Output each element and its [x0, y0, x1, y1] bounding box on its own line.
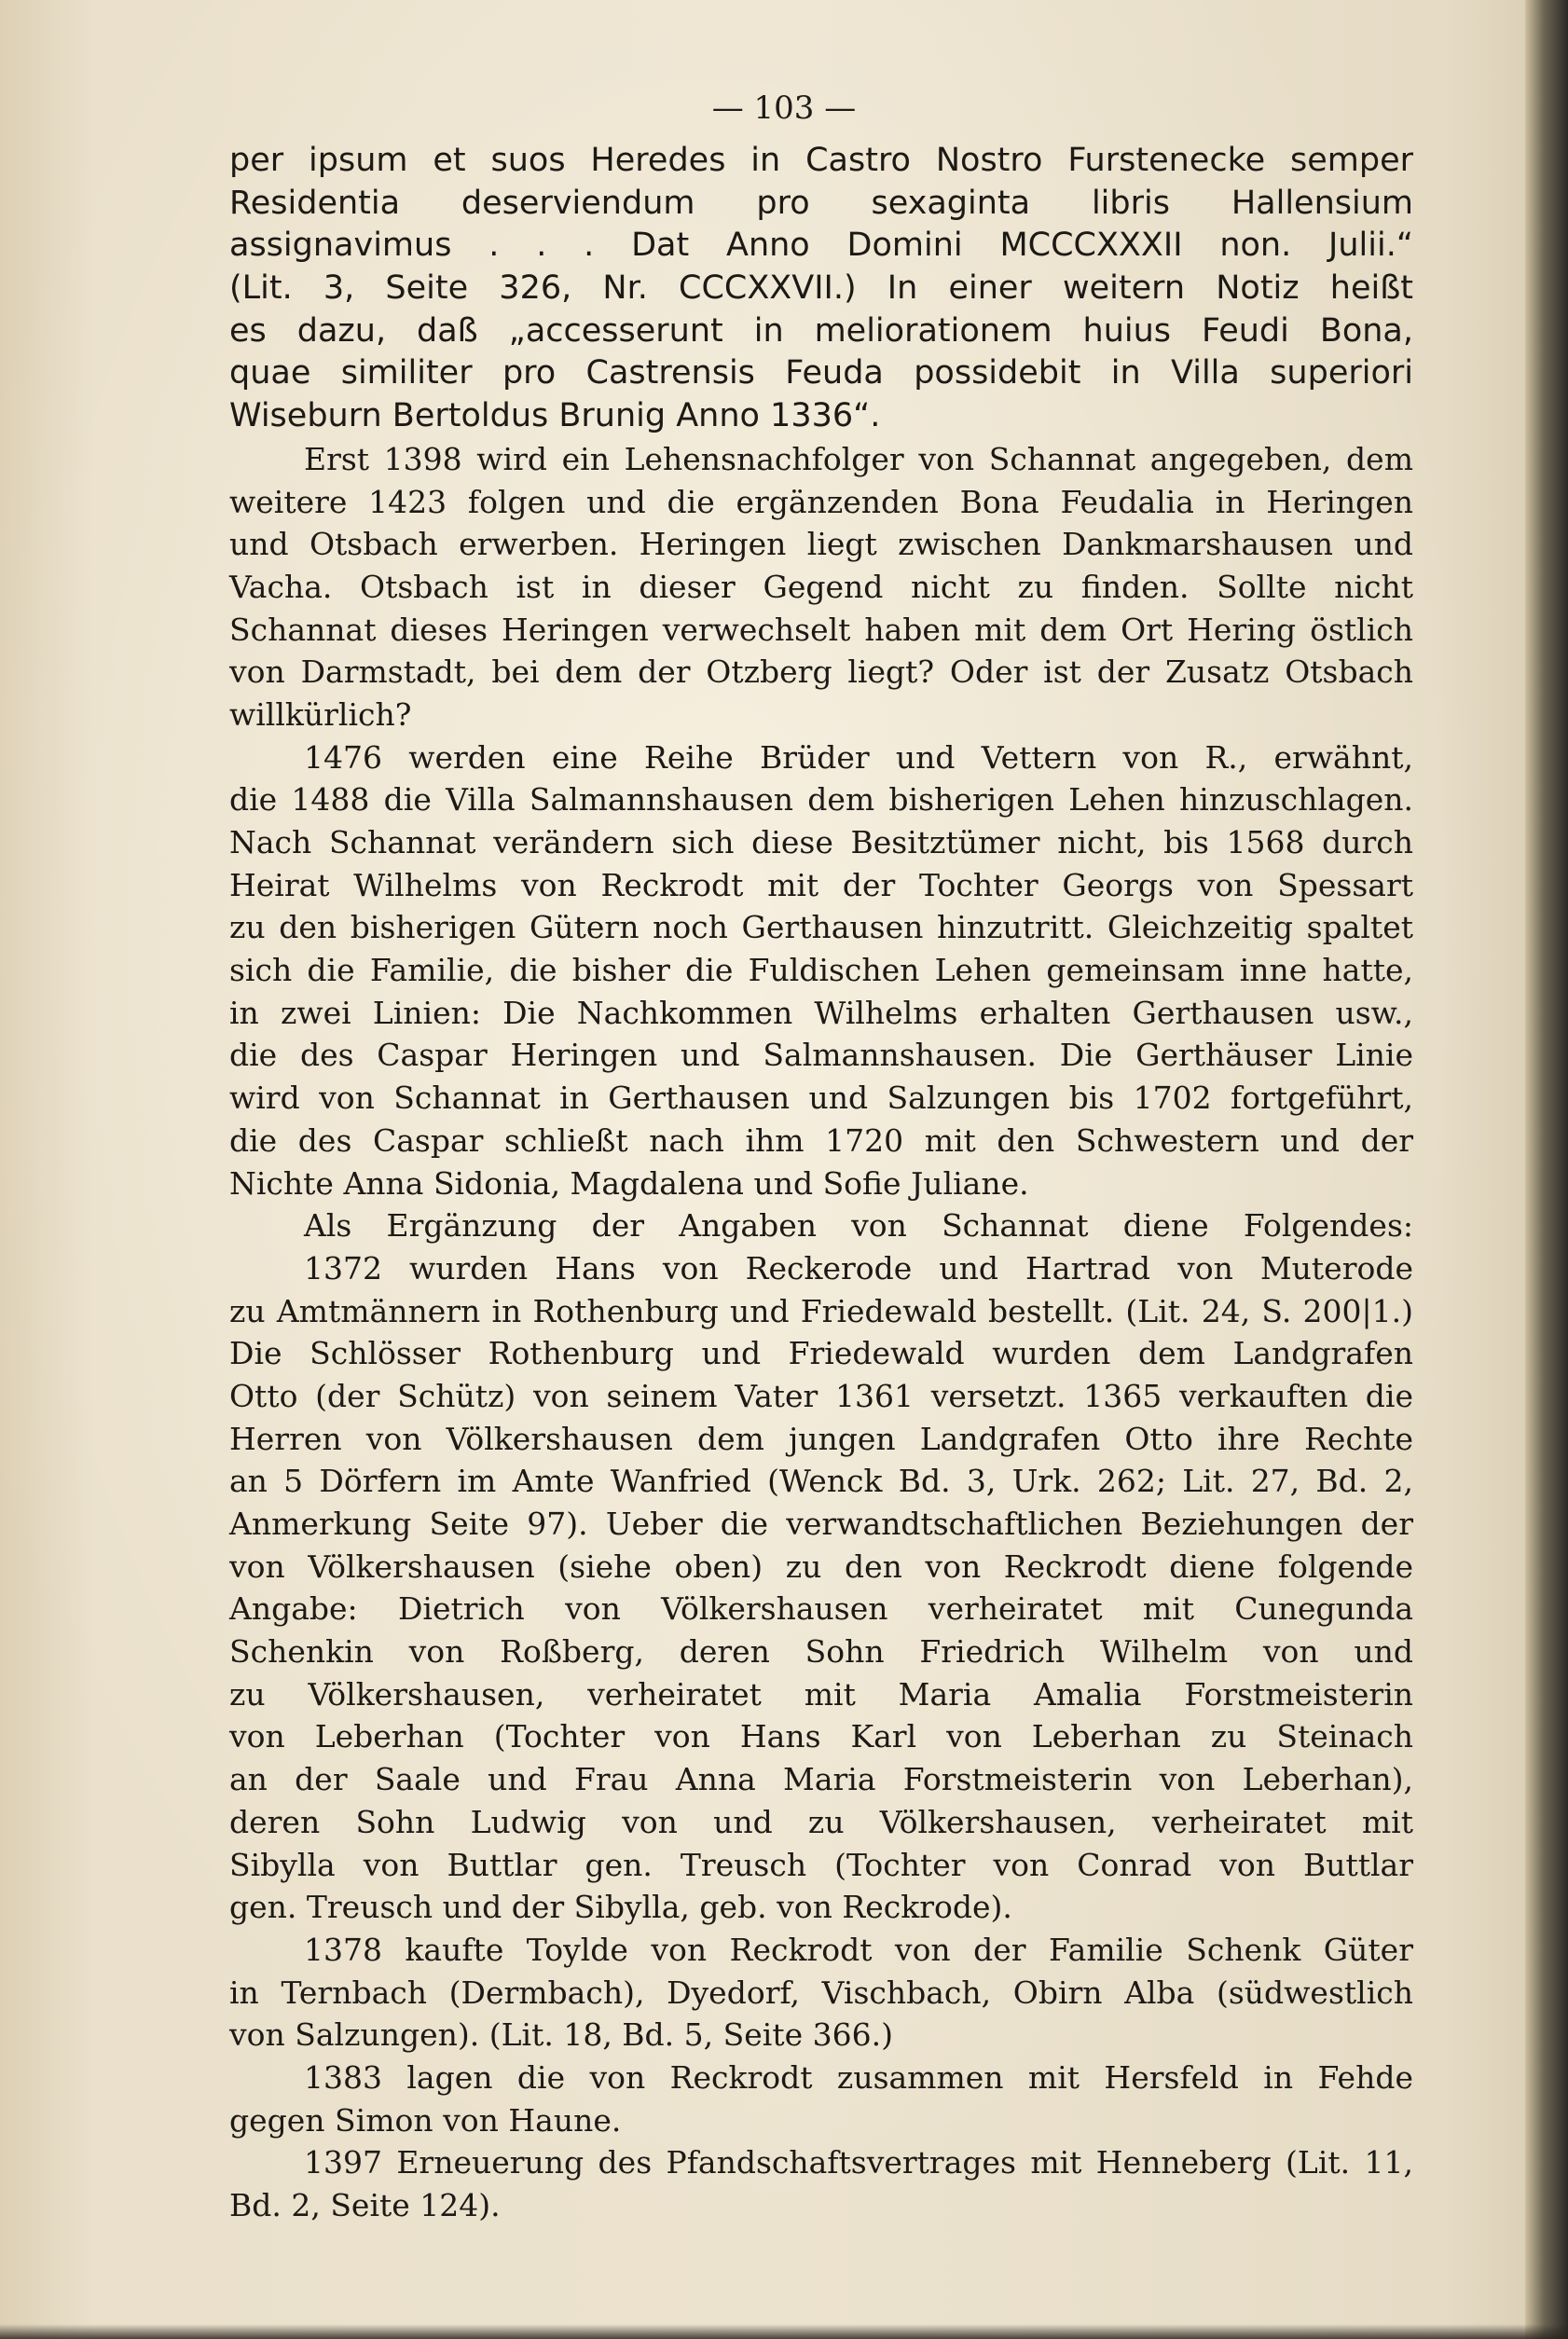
- text-line: wird von Schannat in Gerthausen und Salzungen bis 1702 fortgeführt,: [229, 1080, 1413, 1117]
- text-line: Heirat Wilhelms von Reckrodt mit der Tochter Georgs von Spessart: [229, 866, 1413, 903]
- text-line: 1397 Erneuerung des Pfandschaftsvertrages mit Henneberg (Lit. 11,: [304, 2144, 1413, 2181]
- page-number: — 103 —: [711, 89, 857, 127]
- text-line: die des Caspar schließt nach ihm 1720 mit den Schwestern und der: [229, 1121, 1413, 1159]
- text-line: Erst 1398 wird ein Lehensnachfolger von Schannat angegeben, dem: [304, 440, 1413, 477]
- text-line: Sibylla von Buttlar gen. Treusch (Tochter von Conrad von Buttlar: [229, 1846, 1413, 1883]
- text-line: es dazu, daß „accesserunt in meliorationem huius Feudi Bona,: [229, 311, 1413, 350]
- text-line: Wiseburn Bertoldus Brunig Anno 1336“.: [229, 397, 881, 435]
- text-line: Vacha. Otsbach ist in dieser Gegend nicht zu finden. Sollte nicht: [229, 568, 1413, 605]
- text-line: Anmerkung Seite 97). Ueber die verwandtschaftlichen Beziehungen der: [229, 1506, 1413, 1542]
- text-line: gegen Simon von Haune.: [229, 2101, 622, 2139]
- text-line: die 1488 die Villa Salmannshausen dem bisherigen Lehen hinzuschlagen.: [229, 781, 1413, 819]
- text-line: Schannat dieses Heringen verwechselt haben mit dem Ort Hering östlich: [229, 611, 1413, 648]
- text-line: Bd. 2, Seite 124).: [229, 2187, 501, 2223]
- text-line: an der Saale und Frau Anna Maria Forstmeisterin von Leberhan),: [229, 1761, 1413, 1798]
- text-line: Residentia deserviendum pro sexaginta libris Hallensium: [229, 184, 1413, 222]
- text-line: zu Völkershausen, verheiratet mit Maria Amalia Forstmeisterin: [229, 1675, 1413, 1713]
- page-bottom-shadow: [0, 2324, 1568, 2339]
- text-line: Otto (der Schütz) von seinem Vater 1361 versetzt. 1365 verkauften die: [229, 1377, 1413, 1414]
- text-line: von Völkershausen (siehe oben) zu den von Reckrodt diene folgende: [229, 1548, 1413, 1585]
- text-line: Schenkin von Roßberg, deren Sohn Friedrich Wilhelm von und: [229, 1633, 1413, 1671]
- text-line: willkürlich?: [229, 695, 412, 733]
- text-line: Angabe: Dietrich von Völkershausen verheiratet mit Cunegunda: [229, 1590, 1413, 1628]
- page-edge-shadow: [1525, 0, 1568, 2339]
- text-line: in Ternbach (Dermbach), Dyedorf, Vischbach, Obirn Alba (südwestlich: [229, 1974, 1413, 2011]
- text-line: in zwei Linien: Die Nachkommen Wilhelms erhalten Gerthausen usw.,: [229, 994, 1413, 1031]
- text-line: von Salzungen). (Lit. 18, Bd. 5, Seite 366.): [229, 2016, 893, 2054]
- text-line: (Lit. 3, Seite 326, Nr. CCCXXVII.) In einer weitern Notiz heißt: [229, 269, 1413, 308]
- text-line: und Otsbach erwerben. Heringen liegt zwischen Dankmarshausen und: [229, 526, 1413, 563]
- text-line: die des Caspar Heringen und Salmannshausen. Die Gerthäuser Linie: [229, 1037, 1413, 1074]
- text-line: Als Ergänzung der Angaben von Schannat diene Folgendes:: [304, 1207, 1413, 1245]
- text-line: Nach Schannat verändern sich diese Besitztümer nicht, bis 1568 durch: [229, 824, 1413, 860]
- text-line: assignavimus . . . Dat Anno Domini MCCCXXXII non. Julii.“: [229, 227, 1413, 265]
- text-line: per ipsum et suos Heredes in Castro Nostro Furstenecke semper: [229, 142, 1413, 179]
- text-line: von Leberhan (Tochter von Hans Karl von Leberhan zu Steinach: [229, 1718, 1413, 1755]
- text-line: zu den bisherigen Gütern noch Gerthausen hinzutritt. Gleichzeitig spaltet: [229, 909, 1413, 946]
- text-line: Nichte Anna Sidonia, Magdalena und Sofie Juliane.: [229, 1164, 1029, 1202]
- text-line: Die Schlösser Rothenburg und Friedewald wurden dem Landgrafen: [229, 1335, 1413, 1372]
- text-line: 1372 wurden Hans von Reckerode und Hartrad von Muterode: [304, 1249, 1413, 1286]
- text-line: sich die Familie, die bisher die Fuldischen Lehen gemeinsam inne hatte,: [229, 952, 1413, 989]
- text-line: zu Amtmännern in Rothenburg und Friedewald bestellt. (Lit. 24, S. 200|1.): [229, 1292, 1413, 1329]
- text-line: von Darmstadt, bei dem der Otzberg liegt? Oder ist der Zusatz Otsbach: [229, 654, 1413, 691]
- body-text: [229, 140, 1413, 2227]
- text-line: Herren von Völkershausen dem jungen Landgrafen Otto ihre Rechte: [229, 1420, 1413, 1457]
- text-line: 1476 werden eine Reihe Brüder und Vettern von R., erwähnt,: [304, 738, 1413, 776]
- text-line: quae similiter pro Castrensis Feuda possidebit in Villa superiori: [229, 354, 1413, 392]
- text-line: an 5 Dörfern im Amte Wanfried (Wenck Bd. 3, Urk. 262; Lit. 27, Bd. 2,: [229, 1463, 1413, 1500]
- text-line: gen. Treusch und der Sibylla, geb. von Reckrode).: [229, 1889, 1012, 1926]
- text-line: 1378 kaufte Toylde von Reckrodt von der Familie Schenk Güter: [304, 1931, 1413, 1968]
- text-line: 1383 lagen die von Reckrodt zusammen mit Hersfeld in Fehde: [304, 2058, 1413, 2096]
- text-line: weitere 1423 folgen und die ergänzenden Bona Feudalia in Heringen: [229, 483, 1413, 520]
- text-line: deren Sohn Ludwig von und zu Völkershausen, verheiratet mit: [229, 1803, 1413, 1840]
